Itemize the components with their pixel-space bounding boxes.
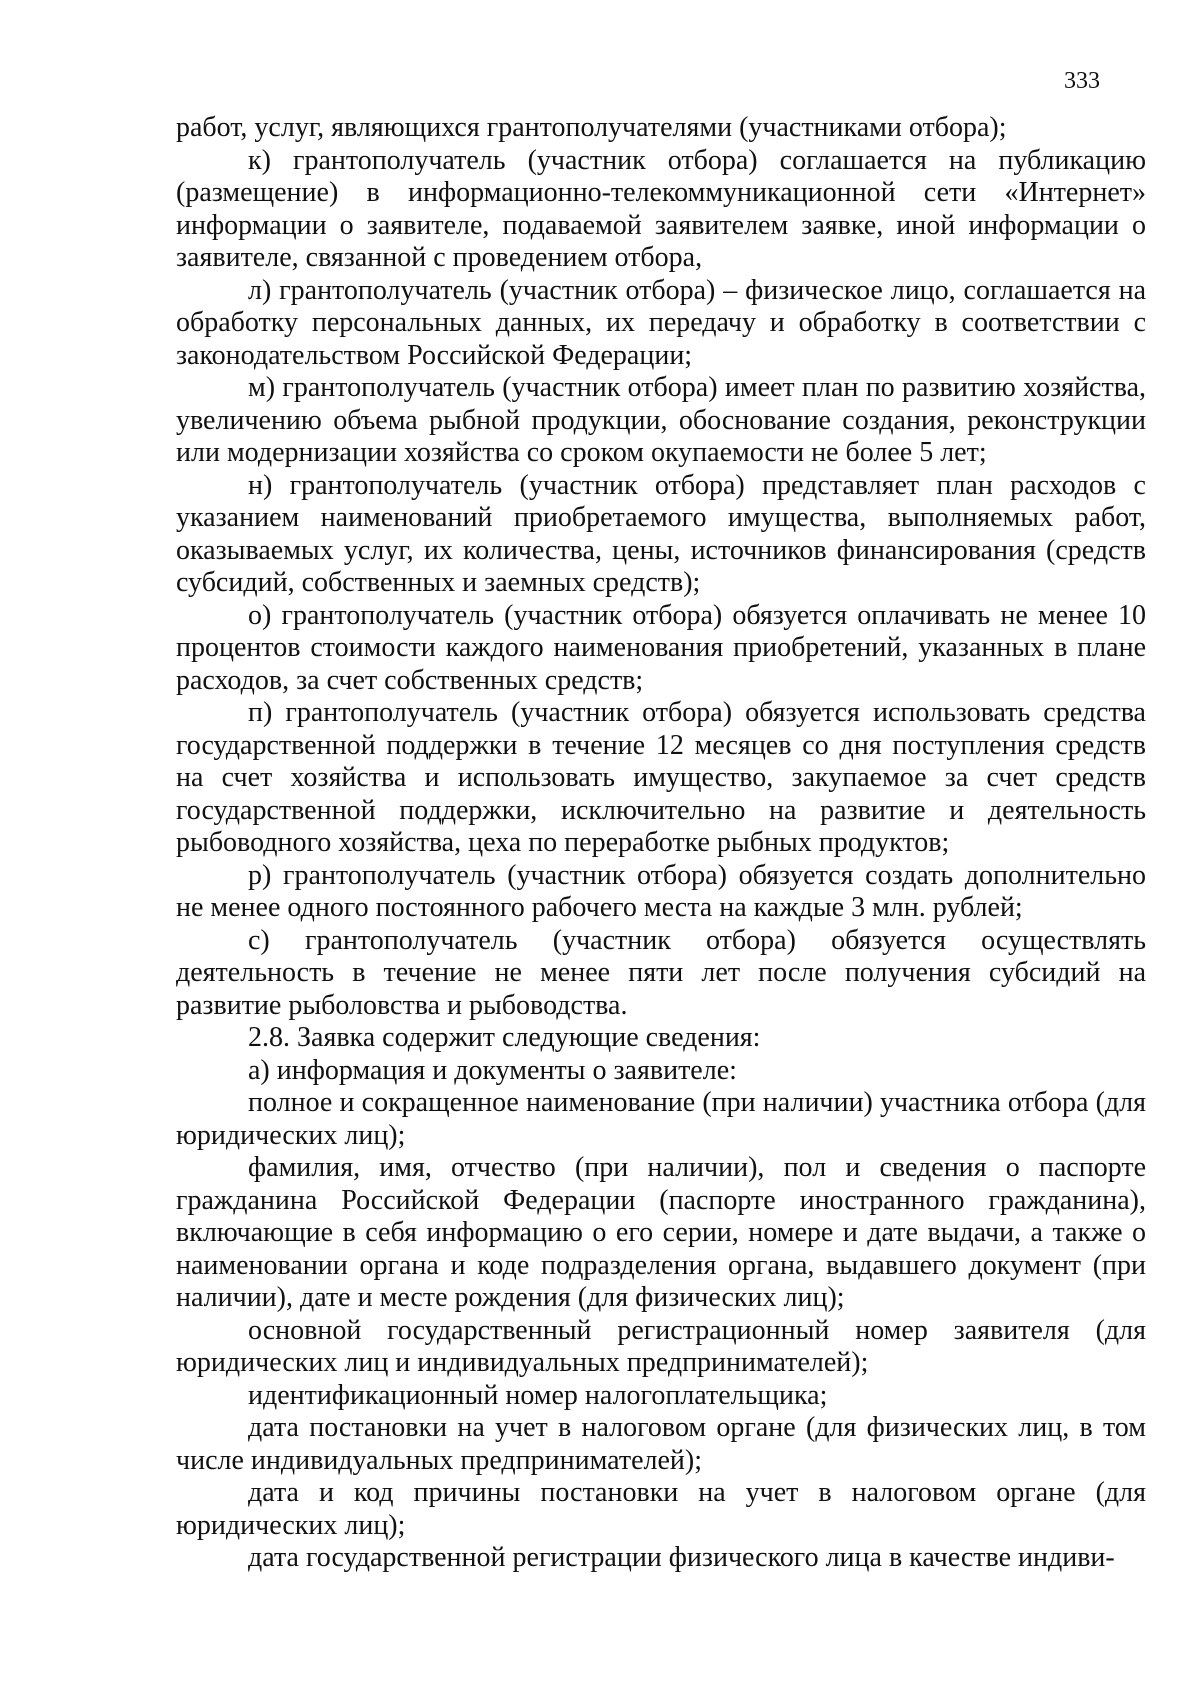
paragraph-passport-details: фамилия, имя, отчество (при наличии), пол и сведения о паспорте гражданина Российской Федерации (паспорте иностранного гражданина), включающие в себя информацию о его серии, номере и дате выдачи, а также о наименовании органа и коде подразделения органа, выдавшего документ (при наличии), дате и месте рождения (для физических лиц); [176,1152,1146,1313]
page-number: 333 [1064,68,1100,94]
paragraph-ogrn: основной государственный регистрационный номер заявителя (для юридических лиц и индивидуальных предпринимателей); [176,1314,1146,1378]
section-heading-2-8: 2.8. Заявка содержит следующие сведения: [248,1022,761,1053]
paragraph-tax-registration-date: дата постановки на учет в налоговом органе (для физических лиц, в том числе индивидуальных предпринимателей); [176,1412,1146,1476]
paragraph-item-r: р) грантополучатель (участник отбора) обязуется создать дополнительно не менее одного постоянного рабочего места на каждые 3 млн. рублей; [176,859,1146,923]
paragraph-item-o: о) грантополучатель (участник отбора) обязуется оплачивать не менее 10 процентов стоимости каждого наименования приобретений, указанных в плане расходов, за счет собственных средств; [176,599,1146,696]
paragraph-inn: идентификационный номер налогоплательщика; [248,1379,828,1411]
paragraph-item-n: н) грантополучатель (участник отбора) представляет план расходов с указанием наименований приобретаемого имущества, выполняемых работ, оказываемых услуг, их количества, цены, источников финансирования (средств субсидий, собственных и заемных средств); [176,469,1146,598]
paragraph-kpp: дата и код причины постановки на учет в налоговом органе (для юридических лиц); [176,1477,1146,1541]
paragraph-state-registration-date: дата государственной регистрации физического лица в качестве индиви- [248,1542,1115,1573]
paragraph-continuation: работ, услуг, являющихся грантополучателями (участниками отбора); [176,112,1007,143]
paragraph-item-a: а) информация и документы о заявителе: [248,1054,737,1086]
paragraph-full-name: полное и сокращенное наименование (при наличии) участника отбора (для юридических лиц); [176,1087,1146,1151]
paragraph-item-p: п) грантополучатель (участник отбора) обязуется использовать средства государственной поддержки в течение 12 месяцев со дня поступления средств на счет хозяйства и использовать имущество, закупаемое за счет средств государственной поддержки, исключительно на развитие и деятельность рыбоводного хозяйства, цеха по переработке рыбных продуктов; [176,697,1146,858]
paragraph-item-m: м) грантополучатель (участник отбора) имеет план по развитию хозяйства, увеличению объема рыбной продукции, обоснование создания, реконструкции или модернизации хозяйства со сроком окупаемости не более 5 лет; [176,372,1146,468]
paragraph-item-k: к) грантополучатель (участник отбора) соглашается на публикацию (размещение) в информационно-телекоммуникационной сети «Интернет» информации о заявителе, подаваемой заявителем заявке, иной информации о заявителе, связанной с проведением отбора, [176,144,1146,273]
paragraph-item-l: л) грантополучатель (участник отбора) – физическое лицо, соглашается на обработку персональных данных, их передачу и обработку в соответствии с законодательством Российской Федерации; [176,274,1146,371]
paragraph-item-s: с) грантополучатель (участник отбора) обязуется осуществлять деятельность в течение не менее пяти лет после получения субсидий на развитие рыболовства и рыбоводства. [176,924,1146,1021]
document-body [176,112,1146,1575]
